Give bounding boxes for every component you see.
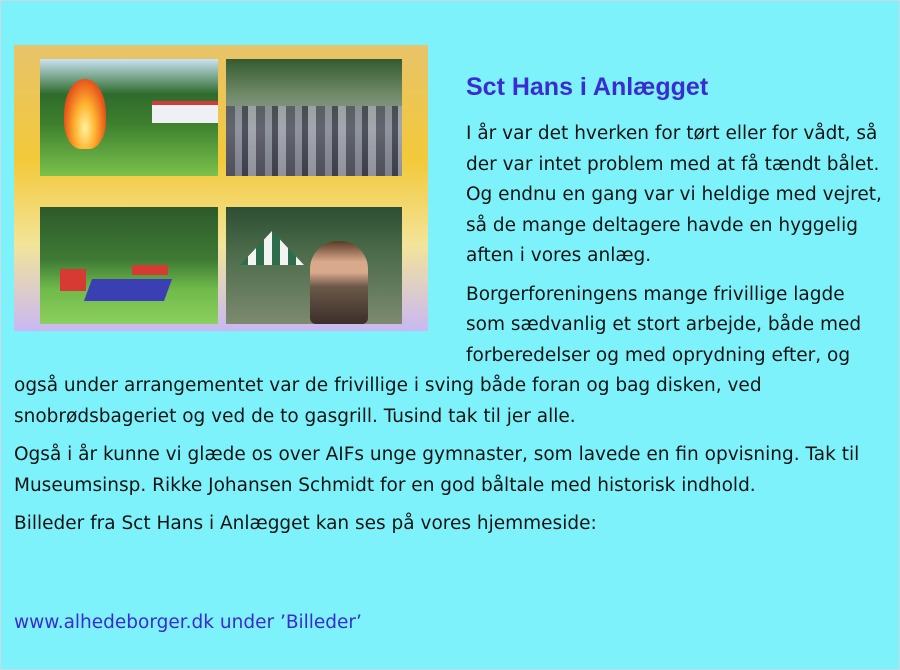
paragraph-3: Også i år kunne vi glæde os over AIFs unge gymnaster, som lavede en fin opvisning. Tak til Museumsinsp. Rikke Johansen Schmidt for en god båltale med historisk indhold. bbox=[14, 444, 860, 496]
paragraph-1: I år var det hverken for tørt eller for vådt, så der var intet problem med at få tændt bålet. Og endnu en gang var vi heldige med vejret, så de mange deltagere havde en hyggelig aften i vores anlæg. bbox=[466, 123, 882, 266]
paragraph-2: Borgerforeningens mange frivillige lagde som sædvanlig et stort arbejde, både med forberedelser og med oprydning efter, og også under arrangementet var de frivillige i sving både foran og bag disken, ved snobrødsbageriet og ved de to gasgrill. Tusind tak til jer alle. bbox=[14, 283, 862, 427]
website-link[interactable]: www.alhedeborger.dk under ’Billeder’ bbox=[14, 612, 362, 633]
collage-spacer bbox=[14, 119, 466, 359]
paragraph-4: Billeder fra Sct Hans i Anlægget kan ses på vores hjemmeside: bbox=[14, 513, 597, 534]
article-title: Sct Hans i Anlægget bbox=[466, 73, 709, 101]
article-body bbox=[14, 119, 888, 548]
